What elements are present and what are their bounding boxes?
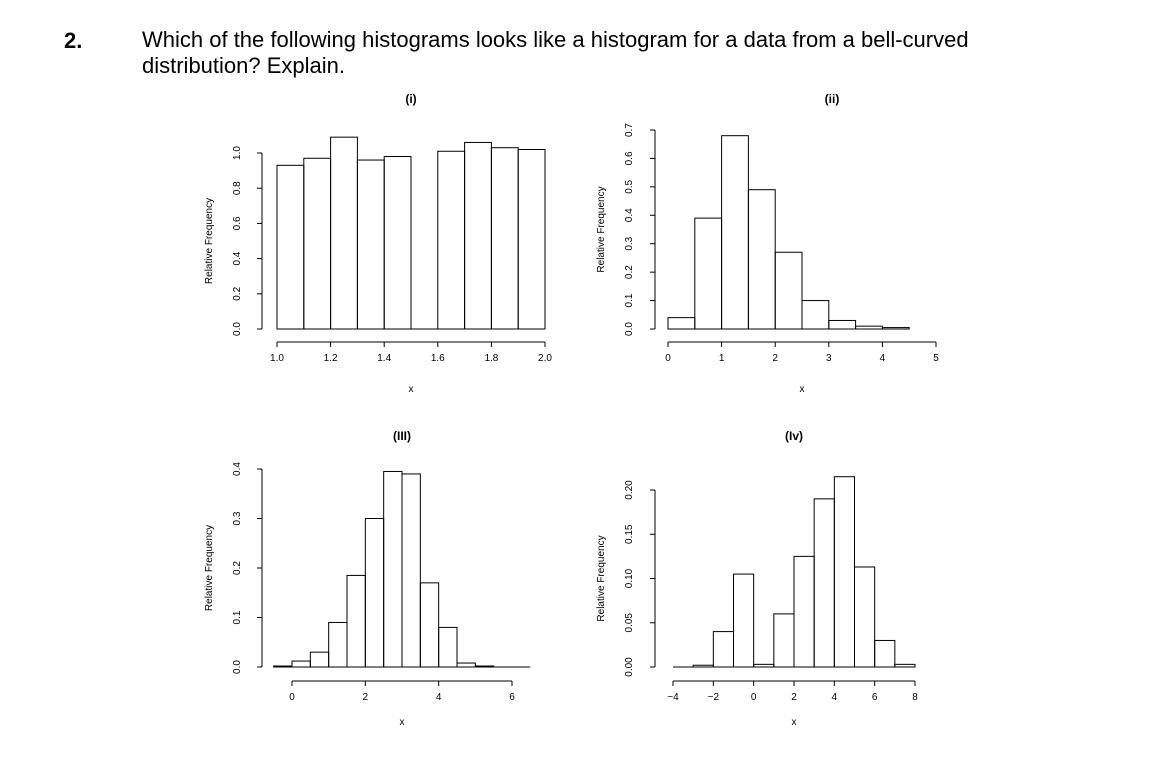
x-axis-label: x bbox=[408, 384, 414, 395]
histogram-panel-1 bbox=[204, 92, 552, 395]
histogram-bar bbox=[834, 477, 854, 667]
y-tick-label: 0.4 bbox=[624, 208, 635, 223]
y-axis-label: Relative Frequency bbox=[204, 524, 215, 612]
x-axis-label: x bbox=[799, 384, 805, 395]
histogram-panel-3 bbox=[204, 429, 530, 728]
y-tick-label: 0.8 bbox=[232, 181, 243, 196]
histogram-bar bbox=[357, 160, 384, 329]
y-tick-label: 0.4 bbox=[232, 462, 243, 476]
chart-title: (III) bbox=[393, 429, 411, 443]
y-tick-label: 0.4 bbox=[232, 251, 243, 266]
y-tick-label: 0.10 bbox=[624, 568, 635, 589]
y-tick-label: 0.2 bbox=[232, 286, 243, 301]
histogram-bar bbox=[420, 583, 438, 667]
x-tick-label: −2 bbox=[707, 692, 720, 703]
histogram-bar bbox=[814, 499, 834, 667]
y-tick-label: 0.3 bbox=[624, 236, 635, 251]
x-tick-label: 4 bbox=[831, 692, 838, 703]
histogram-bar bbox=[438, 151, 465, 329]
x-axis-label: x bbox=[399, 717, 405, 728]
x-tick-label: 0 bbox=[289, 692, 295, 703]
histogram-bar bbox=[518, 149, 545, 329]
histogram-bar bbox=[491, 148, 518, 329]
question-text: Which of the following histograms looks like a histogram for a data from a bell-curved distribution? Explain. bbox=[142, 27, 969, 78]
histogram-bar bbox=[722, 136, 749, 329]
histogram-bar bbox=[384, 157, 411, 329]
x-tick-label: 2 bbox=[772, 353, 778, 364]
y-tick-label: 0.2 bbox=[624, 265, 635, 280]
histogram-bar bbox=[774, 614, 794, 667]
y-tick-label: 0.3 bbox=[232, 511, 243, 526]
x-tick-label: 2 bbox=[362, 692, 369, 703]
x-tick-label: 2 bbox=[791, 692, 797, 703]
x-tick-label: 3 bbox=[826, 353, 832, 364]
histogram-bar bbox=[775, 252, 802, 329]
histogram-bar bbox=[713, 632, 733, 667]
x-tick-label: 1.2 bbox=[323, 353, 338, 364]
question-number: 2. bbox=[64, 28, 83, 53]
histogram-bar bbox=[329, 622, 347, 667]
histogram-bar bbox=[277, 165, 304, 329]
x-tick-label: 8 bbox=[912, 692, 918, 703]
y-tick-label: 0.15 bbox=[624, 524, 635, 544]
y-tick-label: 0.6 bbox=[624, 151, 635, 166]
histogram-bar bbox=[347, 575, 365, 667]
histogram-panel-4 bbox=[596, 429, 918, 728]
histogram-bar bbox=[695, 218, 722, 329]
histogram-panel-2 bbox=[596, 92, 939, 395]
x-tick-label: 6 bbox=[509, 692, 515, 703]
y-axis-label: Relative Frequency bbox=[204, 197, 215, 285]
x-tick-label: 0 bbox=[665, 353, 671, 364]
y-axis-label: Relative Frequency bbox=[596, 535, 607, 622]
histogram-bar bbox=[439, 627, 457, 667]
y-tick-label: 0.2 bbox=[232, 561, 243, 575]
y-axis-label: Relative Frequency bbox=[596, 186, 607, 273]
histogram-bar bbox=[310, 652, 328, 667]
y-tick-label: 0.1 bbox=[624, 293, 635, 308]
x-tick-label: 1 bbox=[718, 353, 725, 364]
x-tick-label: 6 bbox=[871, 692, 878, 703]
x-axis-label: x bbox=[791, 717, 797, 728]
y-tick-label: 0.20 bbox=[624, 480, 635, 500]
x-tick-label: −4 bbox=[667, 692, 679, 703]
x-tick-label: 2.0 bbox=[538, 353, 552, 364]
histogram-bar bbox=[855, 567, 875, 667]
histogram-bar bbox=[465, 142, 492, 329]
histogram-bar bbox=[802, 301, 829, 329]
x-tick-label: 5 bbox=[933, 353, 939, 364]
histogram-bar bbox=[734, 574, 754, 667]
chart-title: (i) bbox=[405, 92, 417, 106]
histogram-bar bbox=[331, 137, 358, 329]
x-tick-label: 1.0 bbox=[270, 353, 284, 364]
y-tick-label: 0.1 bbox=[232, 610, 243, 625]
histogram-bar bbox=[457, 663, 475, 667]
x-tick-label: 1.6 bbox=[430, 353, 445, 364]
y-tick-label: 0.0 bbox=[624, 322, 635, 336]
chart-title: (ii) bbox=[824, 92, 840, 106]
histogram-bar bbox=[292, 661, 310, 667]
histogram-bar bbox=[875, 640, 895, 667]
y-tick-label: 0.00 bbox=[624, 657, 635, 677]
histogram-bar bbox=[794, 556, 814, 667]
y-tick-label: 0.0 bbox=[232, 322, 243, 336]
histogram-bar bbox=[304, 158, 331, 329]
histogram-bar bbox=[365, 519, 383, 668]
histogram-bar bbox=[668, 318, 695, 329]
y-tick-label: 0.6 bbox=[232, 216, 243, 231]
x-tick-label: 4 bbox=[435, 692, 442, 703]
x-tick-label: 0 bbox=[750, 692, 757, 703]
y-tick-label: 1.0 bbox=[232, 146, 243, 160]
y-tick-label: 0.05 bbox=[624, 613, 635, 633]
y-tick-label: 0.0 bbox=[232, 660, 243, 674]
x-tick-label: 1.4 bbox=[377, 353, 392, 364]
histogram-bar bbox=[384, 471, 402, 667]
chart-title: (Iv) bbox=[785, 429, 803, 443]
y-tick-label: 0.7 bbox=[624, 123, 635, 137]
histogram-bar bbox=[748, 190, 775, 329]
x-tick-label: 4 bbox=[879, 353, 886, 364]
histogram-bar bbox=[402, 474, 420, 667]
histogram-bar bbox=[829, 320, 856, 329]
x-tick-label: 1.8 bbox=[484, 353, 499, 364]
y-tick-label: 0.5 bbox=[624, 179, 635, 194]
